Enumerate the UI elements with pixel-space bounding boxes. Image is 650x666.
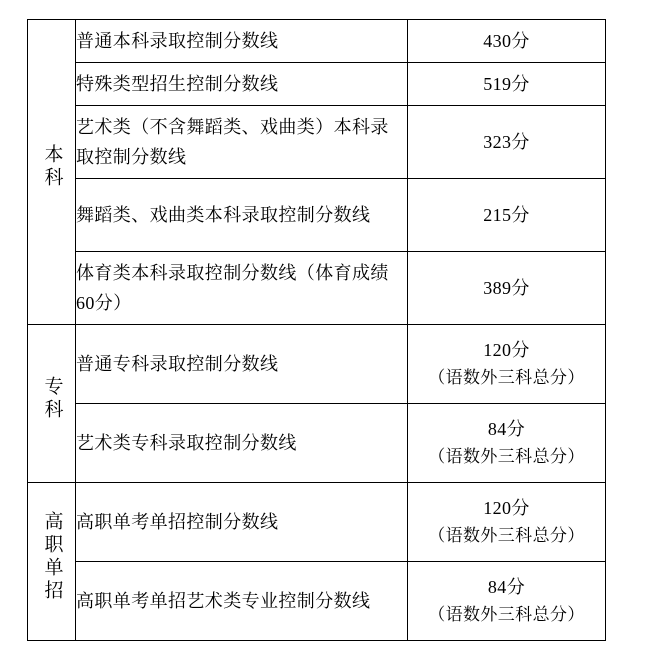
score-main: 84分 (487, 419, 526, 439)
row-name: 普通本科录取控制分数线 (76, 20, 408, 63)
group-cell-undergraduate (28, 20, 76, 325)
score-main: 323分 (483, 132, 530, 152)
row-score (408, 562, 606, 641)
score-main: 120分 (483, 340, 530, 360)
score-main: 430分 (483, 31, 530, 51)
score-main: 389分 (483, 278, 530, 298)
table-row (28, 179, 606, 252)
row-score (408, 483, 606, 562)
score-main: 120分 (483, 498, 530, 518)
table-row (28, 562, 606, 641)
group-label: 本科 (41, 144, 63, 190)
score-table (27, 19, 606, 641)
score-main: 215分 (483, 205, 530, 225)
row-score (408, 325, 606, 404)
table-row (28, 63, 606, 106)
row-score (408, 106, 606, 179)
score-main: 84分 (487, 577, 526, 597)
row-score (408, 63, 606, 106)
table-row (28, 404, 606, 483)
row-name: 舞蹈类、戏曲类本科录取控制分数线 (76, 179, 408, 252)
row-score (408, 179, 606, 252)
row-score (408, 20, 606, 63)
row-name: 普通专科录取控制分数线 (76, 325, 408, 404)
score-sub: （语数外三科总分） (428, 526, 585, 545)
group-label: 专科 (41, 375, 63, 422)
group-cell-vocational (28, 483, 76, 641)
group-label: 高职单招 (41, 510, 63, 603)
table-body (28, 20, 606, 641)
row-name: 高职单考单招艺术类专业控制分数线 (76, 562, 408, 641)
row-name: 体育类本科录取控制分数线（体育成绩60分） (76, 252, 408, 325)
score-sub: （语数外三科总分） (428, 447, 585, 466)
row-score (408, 252, 606, 325)
table-row (28, 252, 606, 325)
table-row (28, 20, 606, 63)
row-name: 艺术类（不含舞蹈类、戏曲类）本科录取控制分数线 (76, 106, 408, 179)
score-sub: （语数外三科总分） (428, 368, 585, 387)
score-sub: （语数外三科总分） (428, 605, 585, 624)
row-score (408, 404, 606, 483)
score-main: 519分 (483, 74, 530, 94)
group-cell-junior-college (28, 325, 76, 483)
table-row (28, 106, 606, 179)
table-row (28, 325, 606, 404)
row-name: 艺术类专科录取控制分数线 (76, 404, 408, 483)
row-name: 高职单考单招控制分数线 (76, 483, 408, 562)
document-page (0, 19, 650, 666)
row-name: 特殊类型招生控制分数线 (76, 63, 408, 106)
table-row (28, 483, 606, 562)
